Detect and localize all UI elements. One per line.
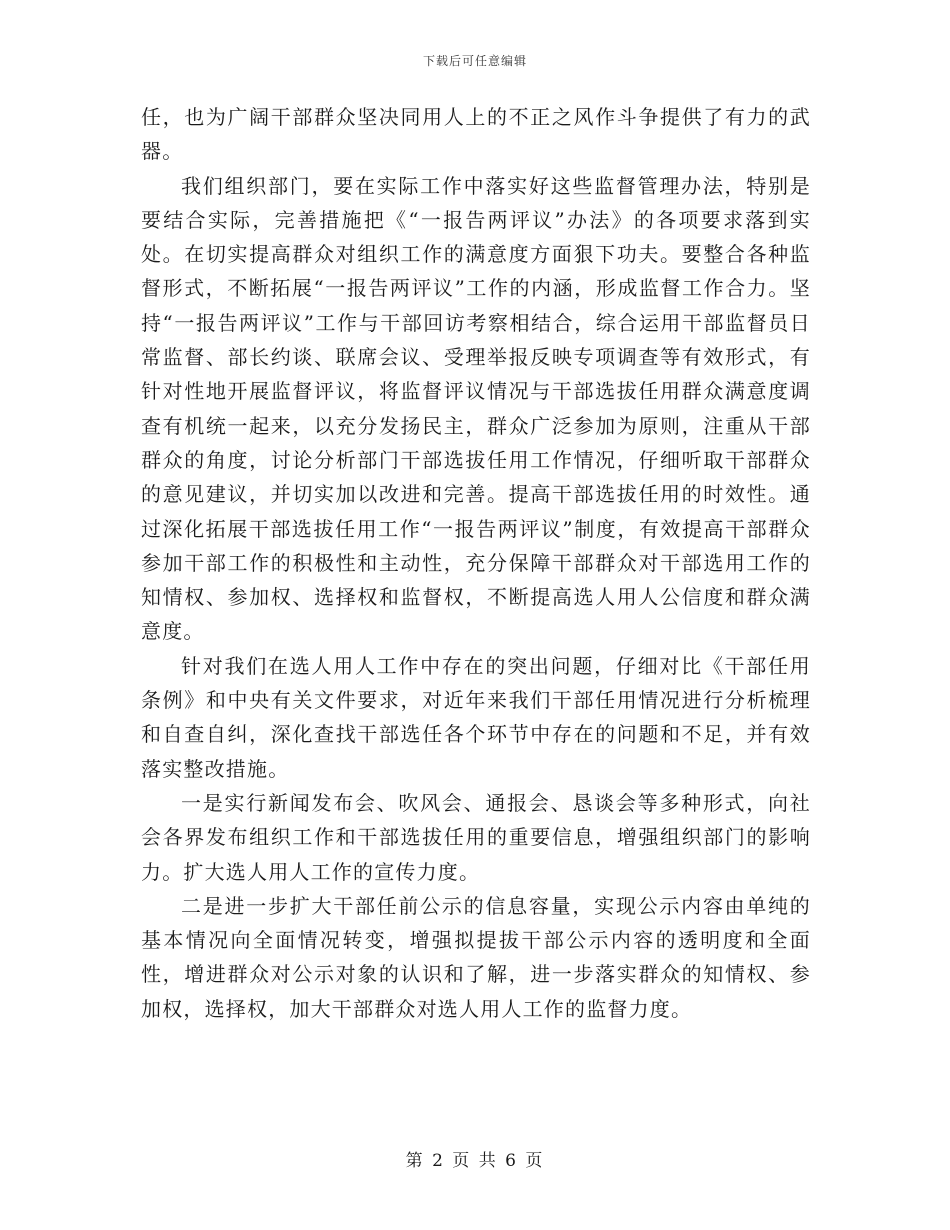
paragraph-measure-two: 二是进一步扩大干部任前公示的信息容量，实现公示内容由单纯的基本情况向全面情况转变，增强拟提拔干部公示内容的透明度和全面性，增进群众对公示对象的认识和了解，进一步落实群众的知情权、参加权，选择权，加大干部群众对选人用人工作的监督力度。 [141,893,811,1021]
paragraph-measure-one: 一是实行新闻发布会、吹风会、通报会、恳谈会等多种形式，向社会各界发布组织工作和干部选拔任用的重要信息，增强组织部门的影响力。扩大选人用人工作的宣传力度。 [141,790,811,884]
paragraph-continuation: 任，也为广阔干部群众坚决同用人上的不正之风作斗争提供了有力的武器。 [141,105,811,164]
paragraph-self-inspection: 针对我们在选人用人工作中存在的突出问题，仔细对比《干部任用条例》和中央有关文件要求，对近年来我们干部任用情况进行分析梳理和自查自纠，深化查找干部选任各个环节中存在的问题和不足，并有效落实整改措施。 [141,653,811,781]
paragraph-supervision-measures: 我们组织部门，要在实际工作中落实好这些监督管理办法，特别是要结合实际，完善措施把《“一报告两评议”办法》的各项要求落到实处。在切实提高群众对组织工作的满意度方面狠下功夫。要整合各种监督形式，不断拓展“一报告两评议”工作的内涵，形成监督工作合力。坚持“一报告两评议”工作与干部回访考察相结合，综合运用干部监督员日常监督、部长约谈、联席会议、受理举报反映专项调查等有效形式，有针对性地开展监督评议，将监督评议情况与干部选拔任用群众满意度调查有机统一起来，以充分发扬民主，群众广泛参加为原则，注重从干部群众的角度，讨论分析部门干部选拔任用工作情况，仔细听取干部群众的意见建议，并切实加以改进和完善。提高干部选拔任用的时效性。通过深化拓展干部选拔任用工作“一报告两评议”制度，有效提高干部群众参加干部工作的积极性和主动性，充分保障干部群众对干部选用工作的知情权、参加权、选择权和监督权，不断提高选人用人公信度和群众满意度。 [141,173,811,644]
page-number: 第 2 页 共 6 页 [405,1151,545,1171]
document-body [141,100,811,1026]
page-header-note: 下载后可任意编辑 [422,54,527,68]
